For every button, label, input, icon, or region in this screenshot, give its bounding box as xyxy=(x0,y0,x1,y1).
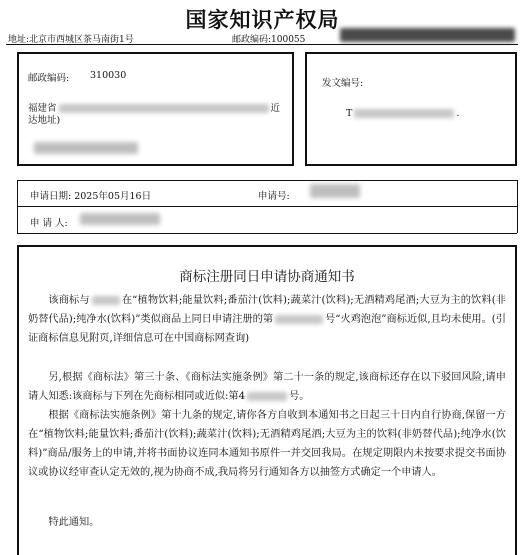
p1-part-b: 在“植物饮料;能量饮料;番茄汁(饮料);蔬菜汁(饮料);无酒精鸡尾酒;大豆为主的饮料(非奶替代品);纯净水(饮料)”类似商品上同日申请注册的第 xyxy=(28,295,506,325)
redacted-doc-number xyxy=(354,109,454,118)
recipient-postcode-label: 邮政编码: xyxy=(28,73,70,84)
redacted-barcode xyxy=(340,28,515,42)
applicant-label: 申 请 人: xyxy=(30,218,68,229)
notice-title: 商标注册同日申请协商通知书 xyxy=(179,269,355,285)
office-postcode: 邮政编码:100055 xyxy=(232,35,306,45)
redacted-prior-mark-number xyxy=(247,392,287,401)
p2-part-b: 号。 xyxy=(289,391,310,402)
rule-top xyxy=(17,180,517,181)
doc-number-label: 发文编号: xyxy=(322,78,364,89)
notice-paragraph-4: 特此通知。 xyxy=(48,517,100,528)
office-address: 地址:北京市西城区茶马南街1号 xyxy=(8,35,134,45)
doc-number-value xyxy=(346,108,459,119)
recipient-address-line-2: 达地址) xyxy=(28,115,61,126)
recipient-address-prefix: 福建省 xyxy=(28,103,57,114)
redacted-application-number xyxy=(310,184,360,198)
rule-middle xyxy=(17,206,517,207)
redacted-address xyxy=(59,104,269,113)
redacted-recipient-name xyxy=(34,142,138,154)
doc-number-prefix: T xyxy=(346,108,353,119)
rule-left xyxy=(17,180,18,233)
redacted-applicant-name xyxy=(80,213,160,225)
recipient-address-line-1 xyxy=(28,100,280,114)
notice-paragraph-3: 根据《商标法实施条例》第十九条的规定,请你各方自收到本通知书之日起三十日内自行协商,保留一方在“植物饮料;能量饮料;番茄汁(饮料);蔬菜汁(饮料);无酒精鸡尾酒;大豆为主的饮料(非奶替代品);纯净水(饮料)”商品/服务上的申请,并将书面协议连同本通知书原件一并交回我局。在规定期限内未按要求提交书面协议或协议经审查认定无效的,视为协商不成,我局将另行通知各方以抽签方式确定一个申请人。 xyxy=(28,410,506,478)
p2-part-a: 另,根据《商标法》第三十条、《商标法实施条例》第二十一条的规定,该商标还存在以下驳回风险,请申请人知悉:该商标与下列在先商标相同或近似:第4 xyxy=(28,372,506,402)
p1-part-c: 号“火鸡泡泡”商标近似,且均未使用。(引证商标信息见附页,详细信息可在中国商标网查询) xyxy=(28,314,506,344)
recipient-address-suffix: 近 xyxy=(270,103,281,114)
rule-bottom xyxy=(17,233,517,234)
p1-part-a: 该商标与 xyxy=(48,295,90,306)
recipient-postcode-value: 310030 xyxy=(90,70,127,81)
doc-number-suffix: . xyxy=(456,108,460,119)
header-divider xyxy=(6,44,518,45)
rule-right xyxy=(517,180,518,233)
redacted-other-applicant xyxy=(92,296,120,305)
application-date: 申请日期: 2025年05月16日 xyxy=(30,191,152,202)
application-number-label: 申请号: xyxy=(258,191,290,202)
notice-paragraph-2 xyxy=(28,368,506,406)
office-title: 国家知识产权局 xyxy=(185,7,340,32)
notice-paragraph-1 xyxy=(28,291,506,348)
redacted-cited-number xyxy=(275,315,323,324)
